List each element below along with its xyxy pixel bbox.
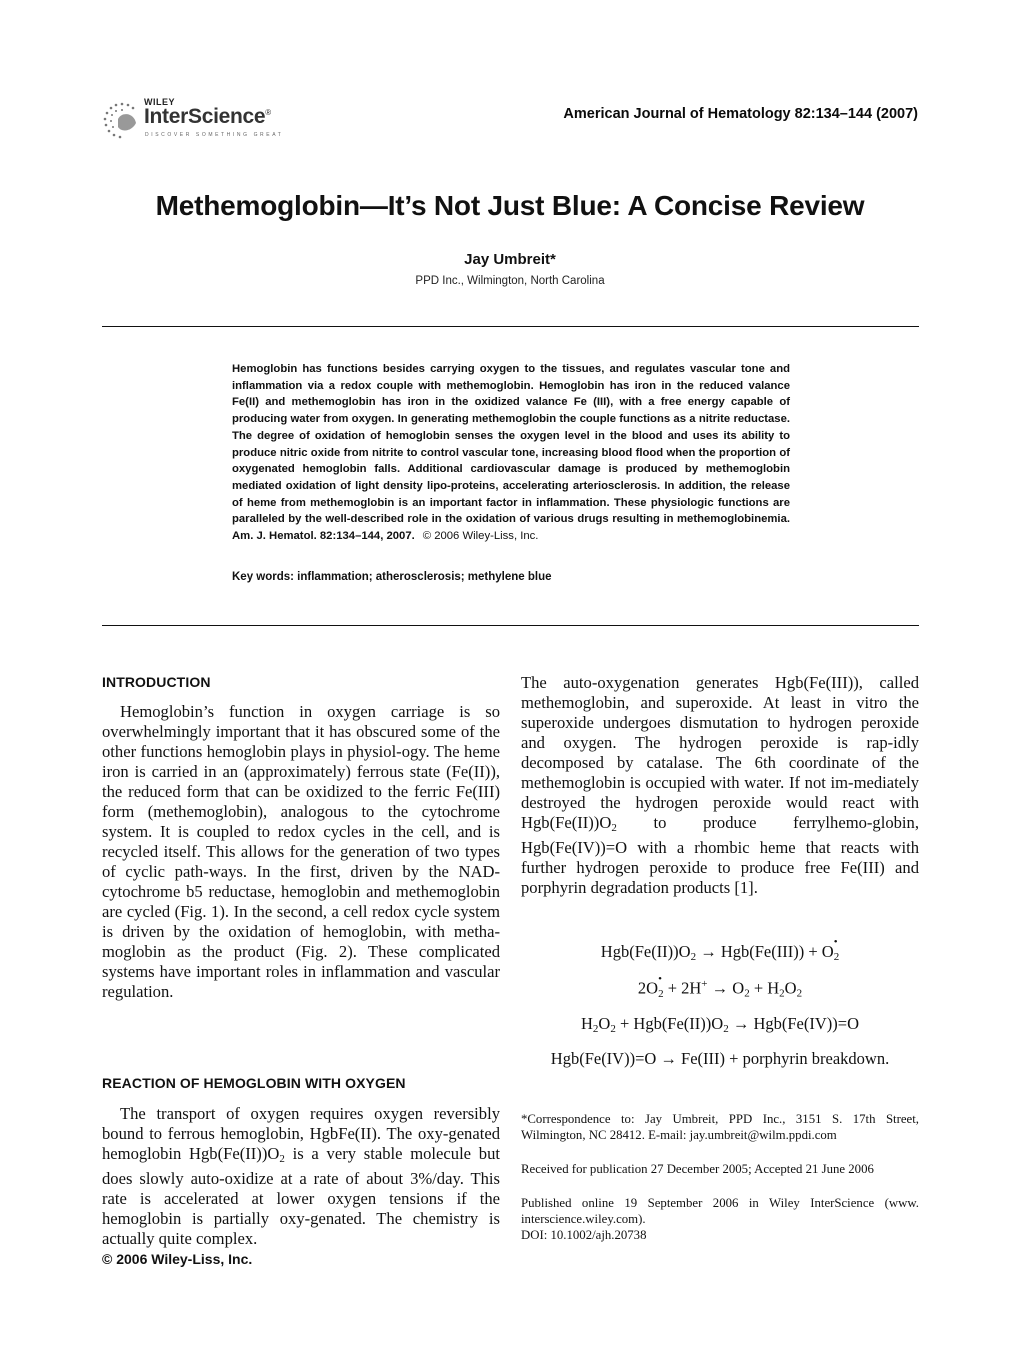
bottom-rule: [102, 625, 919, 626]
equation-3: $H_2O_2 + Hgb(Fe(II))O_2 \to Hgb(Fe(IV))=O$: [581, 1014, 859, 1035]
equation-2: 2O • $_2 + 2H^+ \to O_2 + H_2O_2$: [637, 972, 803, 1000]
publisher-logo: [100, 97, 290, 141]
introduction-body: Hemoglobin’s function in oxygen carriage is so overwhelmingly important that it has obscured some of the other functions hemoglobin plays in physiol-ogy. The heme iron is carried in an (approximately) ferrous state (Fe(II)), the reduced form that can be oxidized to the ferric Fe(III) form (methemoglobin), analogous to the cytochrome system. It is coupled to redox cycles in the cell, and is recycled itself. This allows for the generation of two types of cyclic path-ways. In the first, driven by the NAD-cytochrome b5 reductase, hemoglobin and methemoglobin are cycled (Fig. 1). In the second, a cell redox cycle system is driven by the oxidation of hemoglobin, with metha-moglobin as the product (Fig. 2). These complicated systems have important roles in inflammation and vascular regulation.: [102, 702, 500, 1001]
published-note: Published online 19 September 2006 in Wiley InterScience (www. interscience.wiley.com).: [521, 1196, 919, 1226]
introduction-heading: INTRODUCTION: [102, 674, 211, 690]
abstract-copyright: © 2006 Wiley-Liss, Inc.: [422, 530, 539, 543]
abstract-text: Hemoglobin has functions besides carrying oxygen to the tissues, and regulates vascular tone and inflammation via a redox couple with methemoglobin. Hemoglobin has iron in the reduced valance Fe(II) and methemoglobin has iron in the oxidized valance Fe (III), with a free energy capable of producing water from oxygen. In generating methemoglobin the couple functions as a nitrite reductase. The degree of oxidation of hemoglobin senses the oxygen level in the blood and uses its ability to produce nitric oxide from nitrite to control vascular tone, increasing blood flood when the proportion of oxygenated hemoglobin falls. Additional cardiovascular damage is produced by methemoglobin mediated oxidation of light density lipo-proteins, accelerating arteriosclerosis. In addition, the release of heme from methemoglobin is an important factor in inflammation. These physiologic functions are paralleled by the well-described role in the oxidation of various drugs resulting in methemoglobinemia. Am. J. Hematol. 82:134–144, 2007.: [232, 363, 790, 543]
logo-brand: InterScience®: [144, 105, 271, 128]
reaction-section: [102, 1075, 500, 1249]
reaction-body: The transport of oxygen requires oxygen reversibly bound to ferrous hemoglobin, HgbFe(II). The oxy-genated hemoglobin $Hgb(Fe(II))O_2$ is a very stable molecule but does slowly auto-oxidize at a rate of about 3%/day. This rate is accelerated at lower oxygen tensions if the hemoglobin is partially oxy-genated. The chemistry is actually quite complex.: [102, 1104, 500, 1248]
received-note: Received for publication 27 December 2005; Accepted 21 June 2006: [521, 1162, 874, 1176]
top-rule: [102, 326, 919, 327]
abstract: [232, 361, 790, 545]
equation-1: $Hgb(Fe(II))O_2 \to Hgb(Fe(III)) + O$ • $_2$: [600, 936, 840, 963]
globe-icon: [102, 101, 142, 139]
right-paragraph: The auto-oxygenation generates Hgb(Fe(III)), called methemoglobin, and superoxide. At least in vitro the superoxide undergoes dismutation to hydrogen peroxide and oxygen. The hydrogen peroxide is rap-idly decomposed by catalase. The 6th coordinate of the methemoglobin is occupied with water. If not im-mediately destroyed the hydrogen peroxide would react with $Hgb(Fe(II))O_2$ to produce ferrylhemo-globin, Hgb(Fe(IV))=O with a rhombic heme that reacts with further hydrogen peroxide to produce free Fe(III) and porphyrin degradation products [1].: [521, 673, 919, 897]
reaction-heading: REACTION OF HEMOGLOBIN WITH OXYGEN: [102, 1075, 406, 1091]
logo-publisher: WILEY: [144, 97, 175, 107]
introduction-section: [102, 674, 500, 1002]
keywords: Key words: inflammation; atherosclerosis; methylene blue: [232, 571, 552, 583]
correspondence-note: *Correspondence to: Jay Umbreit, PPD Inc., 3151 S. 17th Street, Wilmington, NC 28412. E-mail: jay.umbreit@wilm.ppdi.com: [521, 1112, 919, 1142]
logo-tagline: DISCOVER SOMETHING GREAT: [145, 132, 284, 138]
journal-citation: American Journal of Hematology 82:134–144 (2007): [563, 106, 918, 122]
author-name: Jay Umbreit*: [464, 251, 556, 268]
doi-note: DOI: 10.1002/ajh.20738: [521, 1228, 647, 1242]
equation-4: Hgb(Fe(IV))=O → Fe(III) + porphyrin breakdown.: [550, 1049, 890, 1068]
article-title: Methemoglobin—It’s Not Just Blue: A Concise Review: [155, 190, 865, 221]
author-affiliation: PPD Inc., Wilmington, North Carolina: [415, 275, 605, 287]
footer-copyright: © 2006 Wiley-Liss, Inc.: [102, 1251, 253, 1267]
